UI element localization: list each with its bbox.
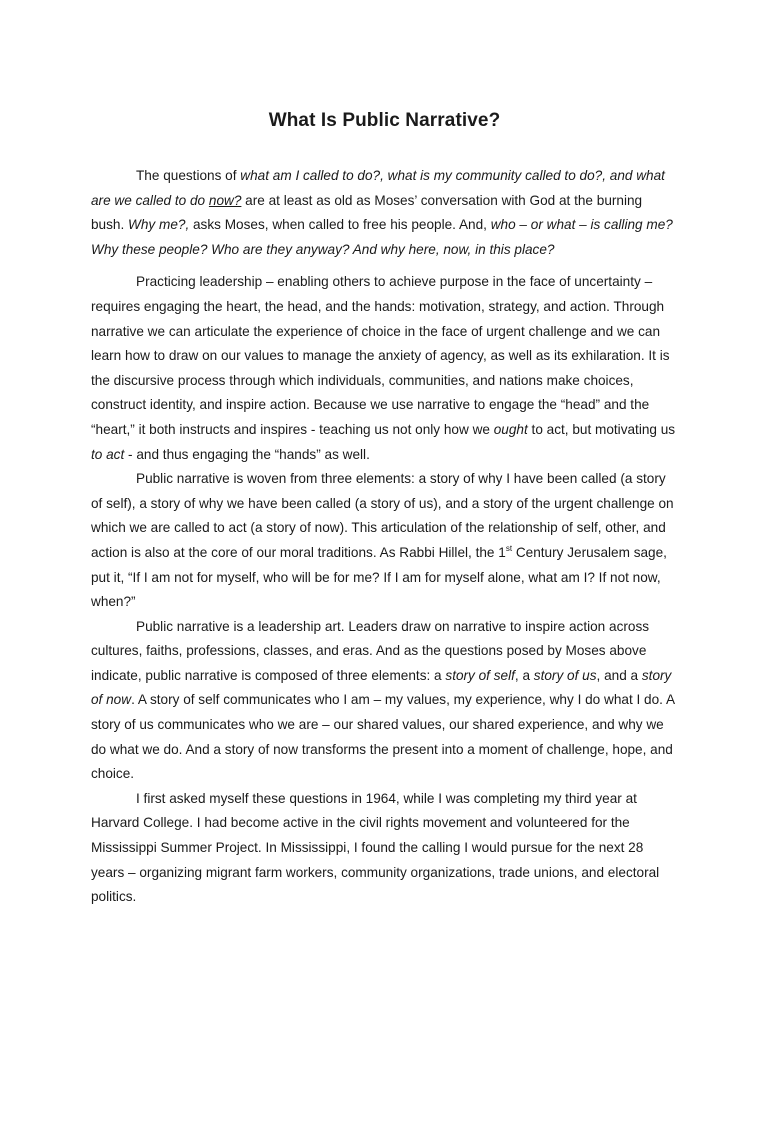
p4-italic-story-of-now: story of now xyxy=(91,667,672,708)
p4-text-3: , and a xyxy=(596,667,642,683)
paragraph-4 xyxy=(91,615,678,787)
p4-text-2: , a xyxy=(514,667,534,683)
p3-text-1: Public narrative is woven from three elements: a story of why I have been called (a story of self), a story of why we have been called (a story of us), and a story of the urgent challenge on which we are called to act (a story of now). This articulation of the relationship of self, other, and action is also at the core of our moral traditions. As Rabbi Hillel, the 1 xyxy=(91,471,674,560)
paragraph-1 xyxy=(91,164,678,262)
p1-text-2: are at least as old as Moses’ conversation with God at the burning bush. xyxy=(91,192,643,233)
p4-italic-story-of-us: story of us xyxy=(533,667,597,683)
p1-italic-questions: what am I called to do?, what is my community called to do?, and what are we called to do xyxy=(91,168,665,208)
p3-superscript-st: st xyxy=(505,543,513,553)
p1-underlined-now: now? xyxy=(208,192,242,208)
p1-italic-why-me: Why me?, xyxy=(128,217,190,233)
p1-text-1: The questions of xyxy=(136,168,241,183)
p4-text-1: Public narrative is a leadership art. Leaders draw on narrative to inspire action across cultures, faiths, professions, classes, and eras. And as the questions posed by Moses above indicate, public narrative is composed of three elements: a xyxy=(91,618,650,683)
p3-text-2: Century Jerusalem sage, put it, “If I am not for myself, who will be for me? If I am for myself alone, what am I? If not now, when?” xyxy=(91,544,667,610)
p2-text-1: Practicing leadership – enabling others to achieve purpose in the face of uncertainty – requires engaging the heart, the head, and the hands: motivation, strategy, and action. Through narrative we can articulate the experience of choice in the face of urgent challenge and we can learn how to draw on our values to manage the anxiety of agency, as well as its exhilaration. It is the discursive process through which individuals, communities, and nations make choices, construct identity, and inspire action. Because we use narrative to engage the “head” and the “heart,” it both instructs and inspires - teaching us not only how we xyxy=(91,274,670,437)
p5-text-1: I first asked myself these questions in 1964, while I was completing my third year at Harvard College. I had become active in the civil rights movement and volunteered for the Mississippi Summer Project. In Mississippi, I found the calling I would pursue for the next 28 years – organizing migrant farm workers, community organizations, trade unions, and electoral politics. xyxy=(91,790,660,905)
p2-text-2: to act, but motivating us xyxy=(527,421,676,437)
p1-italic-who-calling: who – or what – is calling me? Why these people? Who are they anyway? And why here, now, in this place? xyxy=(91,217,673,257)
p1-text-3: asks Moses, when called to free his people. And, xyxy=(189,217,491,233)
paragraph-5 xyxy=(91,787,678,910)
p2-italic-ought: ought xyxy=(493,421,528,437)
page-title: What Is Public Narrative? xyxy=(268,110,501,131)
p2-italic-to-act: to act xyxy=(91,446,125,462)
p4-italic-story-of-self: story of self xyxy=(445,667,515,683)
p2-text-3: - and thus engaging the “hands” as well. xyxy=(124,446,370,462)
paragraph-3 xyxy=(91,467,678,615)
document-body xyxy=(91,164,678,910)
paragraph-2 xyxy=(91,270,678,467)
document-page xyxy=(0,108,768,1132)
p4-text-4: . A story of self communicates who I am – my values, my experience, why I do what I do. A story of us communicates who we are – our shared values, our shared experience, and why we do what we do. And a story of now transforms the present into a moment of challenge, hope, and choice. xyxy=(91,692,675,782)
